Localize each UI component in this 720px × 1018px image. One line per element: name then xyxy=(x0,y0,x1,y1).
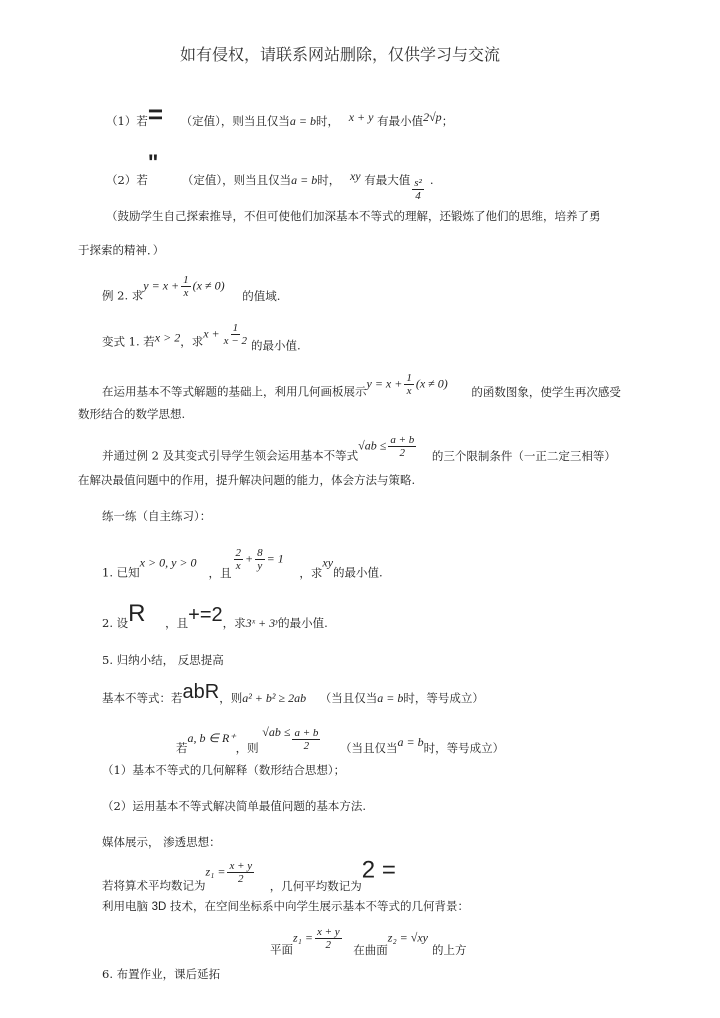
constraints-paragraph-line2: 在解决最值问题中的作用，提升解决问题的能力，体会方法与策略. xyxy=(78,473,416,487)
property-2-line: （2）若" （定值），则当且仅当a = b时， xy 有最大值 $\frac{\text{s²}}{4}$ . xyxy=(106,150,434,202)
variant-1: 变式 1. 若x > 2，求x + $\frac{1}{x - 2}$ 的最小值. xyxy=(102,322,301,353)
constraints-paragraph: 并通过例 2 及其变式引导学生领会运用基本不等式√ab ≤ $\frac{a + b}{2}$ 的三个限制条件（一正二定三相等） xyxy=(102,434,616,463)
equality-condition: a = b xyxy=(291,173,318,187)
basic-inequality-line-2: 若a, b ∈ R⁺，则 √ab ≤ $\frac{a + b}{2}$ （当且仅当a = b时，等号成立） xyxy=(176,725,505,755)
summary-item-2: （2）运用基本不等式解决简单最值问题的基本方法. xyxy=(102,799,366,813)
sum-expression: x + y xyxy=(348,110,374,124)
mean-definition-line: 若将算术平均数记为z₁ = $\frac{x + y}{2}$ ，几何平均数记为2 = xyxy=(102,856,396,893)
ab-in-R: abR xyxy=(182,681,220,703)
plane-above-surface-line: 平面z₁ = $\frac{x + y}{2}$ 在曲面z₂ = √xy的上方 xyxy=(270,926,467,957)
page-header: 如有侵权，请联系网站删除，仅供学习与交流 xyxy=(180,45,501,64)
geometry-sketchpad-paragraph: 在运用基本不等式解题的基础上，利用几何画板展示y = x + $\frac{1}{x}$ (x ≠ 0) 的函数图象，使学生再次感受 xyxy=(102,372,621,399)
basic-inequality-line: 基本不等式：若abR，则a² + b² ≥ 2ab （当且仅当a = b时，等号成立） xyxy=(102,681,484,705)
section-6-heading: 6. 布置作业，课后延拓 xyxy=(102,967,221,981)
min-value: 2√p xyxy=(423,110,442,124)
section-5-heading: 5. 归纳小结， 反思提高 xyxy=(102,653,224,667)
encourage-paragraph-line2: 于探索的精神．） xyxy=(78,243,165,257)
media-heading: 媒体展示， 渗透思想： xyxy=(102,835,221,849)
geometry-sketchpad-paragraph-line2: 数形结合的数学思想. xyxy=(78,407,186,421)
computer-3d-line: 利用电脑 3D 技术，在空间坐标系中向学生展示基本不等式的几何背景： xyxy=(102,899,470,913)
equality-condition: a = b xyxy=(289,114,317,128)
encourage-paragraph-line1: （鼓励学生自己探索推导，不但可使他们加深基本不等式的理解，还锻炼了他们的思维，培养了勇 xyxy=(106,209,601,223)
equals-glyph: = xyxy=(147,99,164,129)
example-2: 例 2. 求y = x + $\frac{1}{x}$ (x ≠ 0) 的值域. xyxy=(102,274,281,303)
max-value-fraction: $\frac{\text{s²}}{4}$ xyxy=(414,177,422,202)
practice-question-2: 2. 设R ，且+=2，求3ˣ + 3ʸ的最小值. xyxy=(102,600,328,630)
real-set-symbol: R xyxy=(128,600,146,627)
summary-item-1: （1）基本不等式的几何解释（数形结合思想）； xyxy=(102,763,346,777)
product-expression: xy xyxy=(349,169,361,183)
quote-glyph: " xyxy=(147,150,159,175)
practice-heading: 练一练（自主练习）： xyxy=(102,509,212,523)
practice-question-1: 1. 已知x > 0, y > 0，且 $\frac{2}{x}$ + $\frac{8}{y}$ = 1 ，求xy的最小值. xyxy=(102,547,383,580)
property-1-line: （1）若= （定值），则当且仅当a = b时， x + y 有最小值2√p； xyxy=(106,99,454,129)
